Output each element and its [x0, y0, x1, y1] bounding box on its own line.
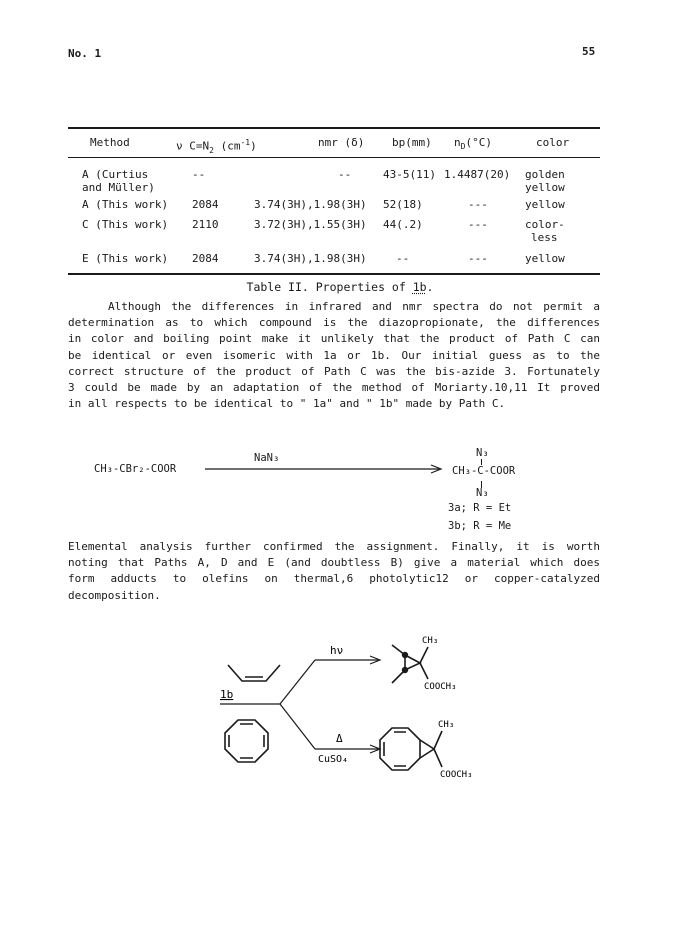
text-line: in all respects to be identical to " 1a" and " 1b" made by Path C.: [68, 397, 506, 411]
col-header-color: color: [536, 136, 570, 149]
table-cell-nmr: --: [338, 168, 352, 181]
table-cell-nmr: 3.74(3H),1.98(3H): [254, 198, 367, 211]
reactant-formula: CH₃-CBr₂-COOR: [94, 463, 177, 475]
text-line: be identical or even isomeric with 1a or 1b. Our initial guess as to the: [68, 348, 600, 362]
running-header-left: No. 1: [68, 47, 102, 60]
col-header-bp: bp(mm): [392, 136, 432, 149]
table-cell-nd: ---: [468, 218, 488, 231]
table-cell-color: golden: [525, 168, 565, 181]
table-cell-method: A (Curtius: [82, 168, 149, 181]
table-cell-nd: 1.4487(20): [444, 168, 511, 181]
table-cell-nd: ---: [468, 252, 488, 265]
product-azide-top: N₃: [476, 447, 489, 459]
table-cell-nu: 2084: [192, 198, 219, 211]
cyclooctatetraene-structure: [225, 720, 268, 762]
body-paragraph-2: [68, 539, 600, 604]
text-line: form adducts to olefins on thermal,6 photolytic12 or copper-catalyzed: [68, 572, 600, 586]
catalyst-condition: CuSO₄: [318, 754, 349, 765]
table-cell-nu: 2110: [192, 218, 219, 231]
start-compound-label: 1b: [220, 688, 234, 701]
compound-label-3b: 3b; R = Me: [448, 520, 512, 532]
substituent-label: CH₃: [438, 720, 455, 730]
table-cell-method: E (This work): [82, 252, 169, 265]
substituent-label: CH₃: [422, 636, 439, 646]
table-cell-bp: 44(.2): [383, 218, 423, 231]
text-line: 3 could be made by an adaptation of the method of Moriarty.10,11 It proved: [68, 381, 600, 395]
table-cell-method: A (This work): [82, 198, 169, 211]
table-header-rule: [68, 157, 600, 158]
text-line: Although the differences in infrared and nmr spectra do not permit a: [108, 300, 600, 313]
butene-structure: [228, 665, 280, 681]
col-header-nd: $n_D(^\circ C)$: [454, 136, 492, 152]
table-top-rule: [68, 127, 600, 129]
table-cell-nu: 2084: [192, 252, 219, 265]
text-line: determination as to which compound is the diazopropionate, the differences: [68, 316, 600, 330]
bicyclic-product: [380, 728, 442, 770]
thermal-condition: Δ: [336, 732, 343, 745]
table-cell-nmr: 3.72(3H),1.55(3H): [254, 218, 367, 231]
table-caption: Table II. Properties of 1b.: [246, 280, 434, 294]
reaction-arrow: [205, 462, 445, 476]
table-cell-color: color-: [525, 218, 565, 231]
col-header-method: Method: [90, 136, 130, 149]
table-cell-nmr: 3.74(3H),1.98(3H): [254, 252, 367, 265]
table-cell-bp: 52(18): [383, 198, 423, 211]
table-cell-nu: --: [192, 168, 206, 181]
table-cell-nd: ---: [468, 198, 488, 211]
product-azide-bottom: N₃: [476, 487, 489, 499]
table-bottom-rule: [68, 273, 600, 275]
text-line: noting that Paths A, D and E (and doubtless B) give a material which does: [68, 556, 600, 570]
substituent-label: COOCH₃: [440, 770, 473, 780]
text-line: in color and boiling point make it unlikely that the product of Path C can: [68, 332, 600, 346]
text-line: correct structure of the product of Path C was the bis-azide 3. Fortunately: [68, 364, 600, 378]
text-line: decomposition.: [68, 588, 161, 602]
col-header-nu: ν $C=N_2$ $(cm^{-1})$: [176, 138, 257, 155]
table-cell-color-cont: less: [531, 231, 558, 244]
table-cell-color: yellow: [525, 198, 565, 211]
product-formula: CH₃-C-COOR: [452, 465, 516, 477]
substituent-label: COOCH₃: [424, 682, 457, 692]
table-cell-bp: 43-5(11): [383, 168, 436, 181]
reagent-label: NaN₃: [254, 452, 280, 464]
table-cell-color-cont: yellow: [525, 181, 565, 194]
text-line: Elemental analysis further confirmed the assignment. Finally, it is worth: [68, 540, 600, 553]
table-cell-method-cont: and Müller): [82, 181, 155, 194]
col-header-nmr: nmr (δ): [318, 136, 365, 149]
table-cell-bp: --: [396, 252, 410, 265]
cyclopropane-product: [392, 645, 428, 683]
photolysis-condition: hν: [330, 644, 344, 657]
page-number: 55: [582, 45, 596, 58]
compound-label-3a: 3a; R = Et: [448, 502, 512, 514]
body-paragraph-1: [68, 299, 600, 412]
table-cell-color: yellow: [525, 252, 565, 265]
scheme-structures: [170, 625, 530, 790]
table-cell-method: C (This work): [82, 218, 169, 231]
